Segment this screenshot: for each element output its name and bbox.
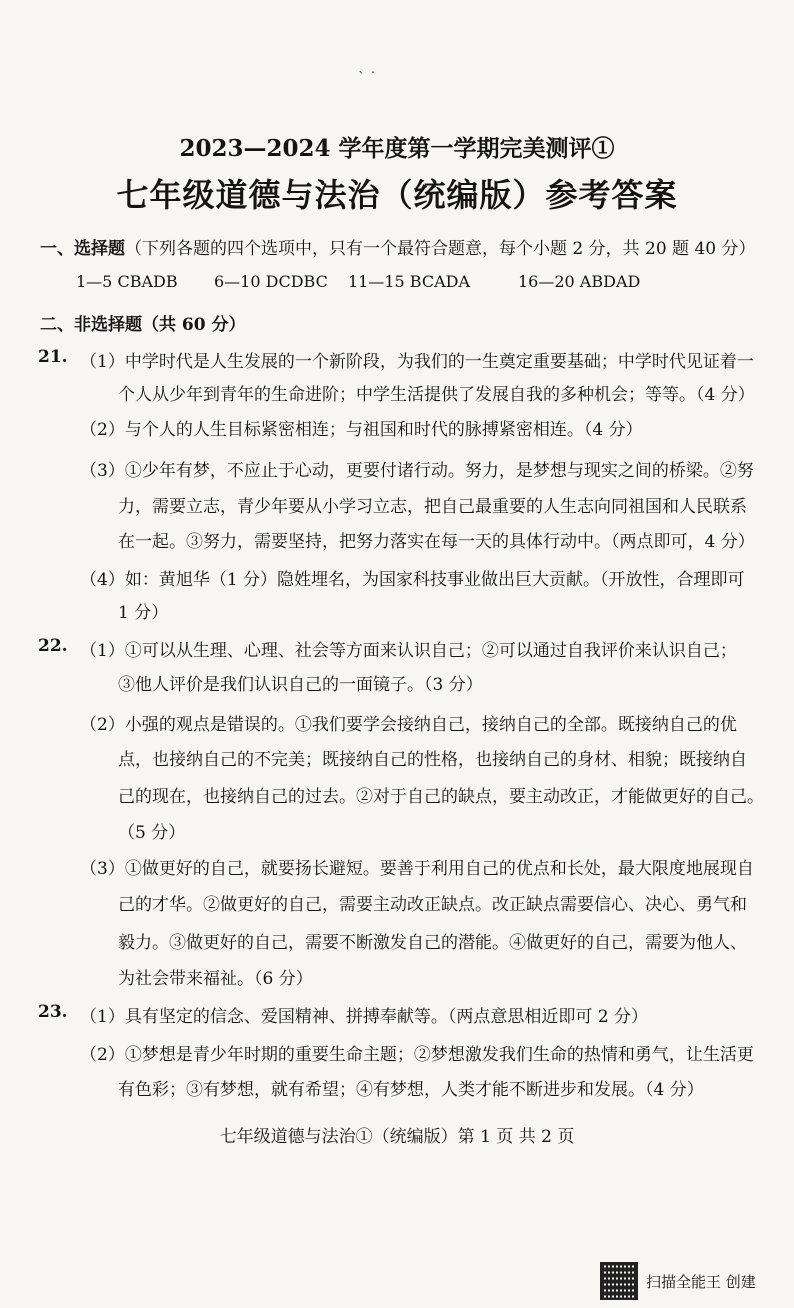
answer-group-3: 11—15 BCADA [348, 272, 471, 291]
q22-line: 毅力。③做更好的自己，需要不断激发自己的潜能。④做更好的自己，需要为他人、 [118, 933, 747, 953]
q21-line: 力，需要立志，青少年要从小学习立志，把自己最重要的人生志向同祖国和人民联系 [118, 497, 747, 517]
answer-group-4: 16—20 ABDAD [518, 272, 641, 291]
scan-mark: ` ˙ [358, 70, 377, 86]
q22-line: 己的才华。②做更好的自己，需要主动改正缺点。改正缺点需要信心、决心、勇气和 [118, 895, 747, 915]
scanner-badge-text: 扫描全能王 创建 [646, 1272, 756, 1291]
answer-group-1: 1—5 CBADB [76, 272, 178, 291]
question-number-23: 23. [38, 1002, 68, 1022]
q23-line: 有色彩；③有梦想，就有希望；④有梦想，人类才能不断进步和发展。（4 分） [118, 1080, 704, 1100]
question-number-21: 21. [38, 347, 68, 367]
page-footer: 七年级道德与法治①（统编版）第 1 页 共 2 页 [219, 1127, 575, 1147]
q22-line: （2）小强的观点是错误的。①我们要学会接纳自己，接纳自己的全部。既接纳自己的优 [80, 715, 737, 735]
answer-group-2: 6—10 DCDBC [214, 272, 328, 291]
q21-line: 在一起。③努力，需要坚持，把努力落实在每一天的具体行动中。（两点即可，4 分） [118, 532, 755, 552]
q22-line: （1）①可以从生理、心理、社会等方面来认识自己；②可以通过自我评价来认识自己； [80, 641, 737, 661]
section1-note: （下列各题的四个选项中，只有一个最符合题意，每个小题 2 分，共 20 题 40 分） [125, 239, 756, 259]
page-subtitle: 七年级道德与法治（统编版）参考答案 [116, 176, 678, 214]
question-number-22: 22. [38, 636, 68, 656]
page-title: 2023—2024 学年度第一学期完美测评① [179, 135, 615, 162]
q21-line: 1 分） [118, 603, 169, 623]
q22-line: ③他人评价是我们认识自己的一面镜子。（3 分） [118, 675, 483, 695]
q22-line: 点，也接纳自己的不完美；既接纳自己的性格，也接纳自己的身材、相貌；既接纳自 [118, 750, 747, 770]
scanner-badge [600, 1262, 756, 1300]
q21-line: （2）与个人的人生目标紧密相连；与祖国和时代的脉搏紧密相连。（4 分） [80, 420, 643, 440]
q23-line: （2）①梦想是青少年时期的重要生命主题；②梦想激发我们生命的热情和勇气，让生活更 [80, 1045, 754, 1065]
section1-title: 一、选择题 [40, 239, 125, 259]
section2-heading: 二、非选择题（共 60 分） [40, 315, 246, 335]
q22-line: 己的现在，也接纳自己的过去。②对于自己的缺点，要主动改正，才能做更好的自己。 [118, 787, 764, 807]
q21-line: （1）中学时代是人生发展的一个新阶段，为我们的一生奠定重要基础；中学时代见证着一 [80, 352, 754, 372]
q21-line: （4）如：黄旭华（1 分）隐姓埋名，为国家科技事业做出巨大贡献。（开放性，合理即可 [80, 570, 745, 590]
q22-line: （3）①做更好的自己，就要扬长避短。要善于利用自己的优点和长处，最大限度地展现自 [80, 859, 754, 879]
section1-heading [40, 234, 756, 259]
q23-line: （1）具有坚定的信念、爱国精神、拼搏奉献等。（两点意思相近即可 2 分） [80, 1007, 648, 1027]
q21-line: （3）①少年有梦，不应止于心动，更要付诸行动。努力，是梦想与现实之间的桥梁。②努 [80, 461, 754, 481]
q22-line: 为社会带来福祉。（6 分） [118, 969, 313, 989]
q21-line: 个人从少年到青年的生命进阶；中学生活提供了发展自我的多种机会；等等。（4 分） [118, 385, 755, 405]
q22-line: （5 分） [118, 823, 186, 843]
qr-code-icon [600, 1262, 638, 1300]
